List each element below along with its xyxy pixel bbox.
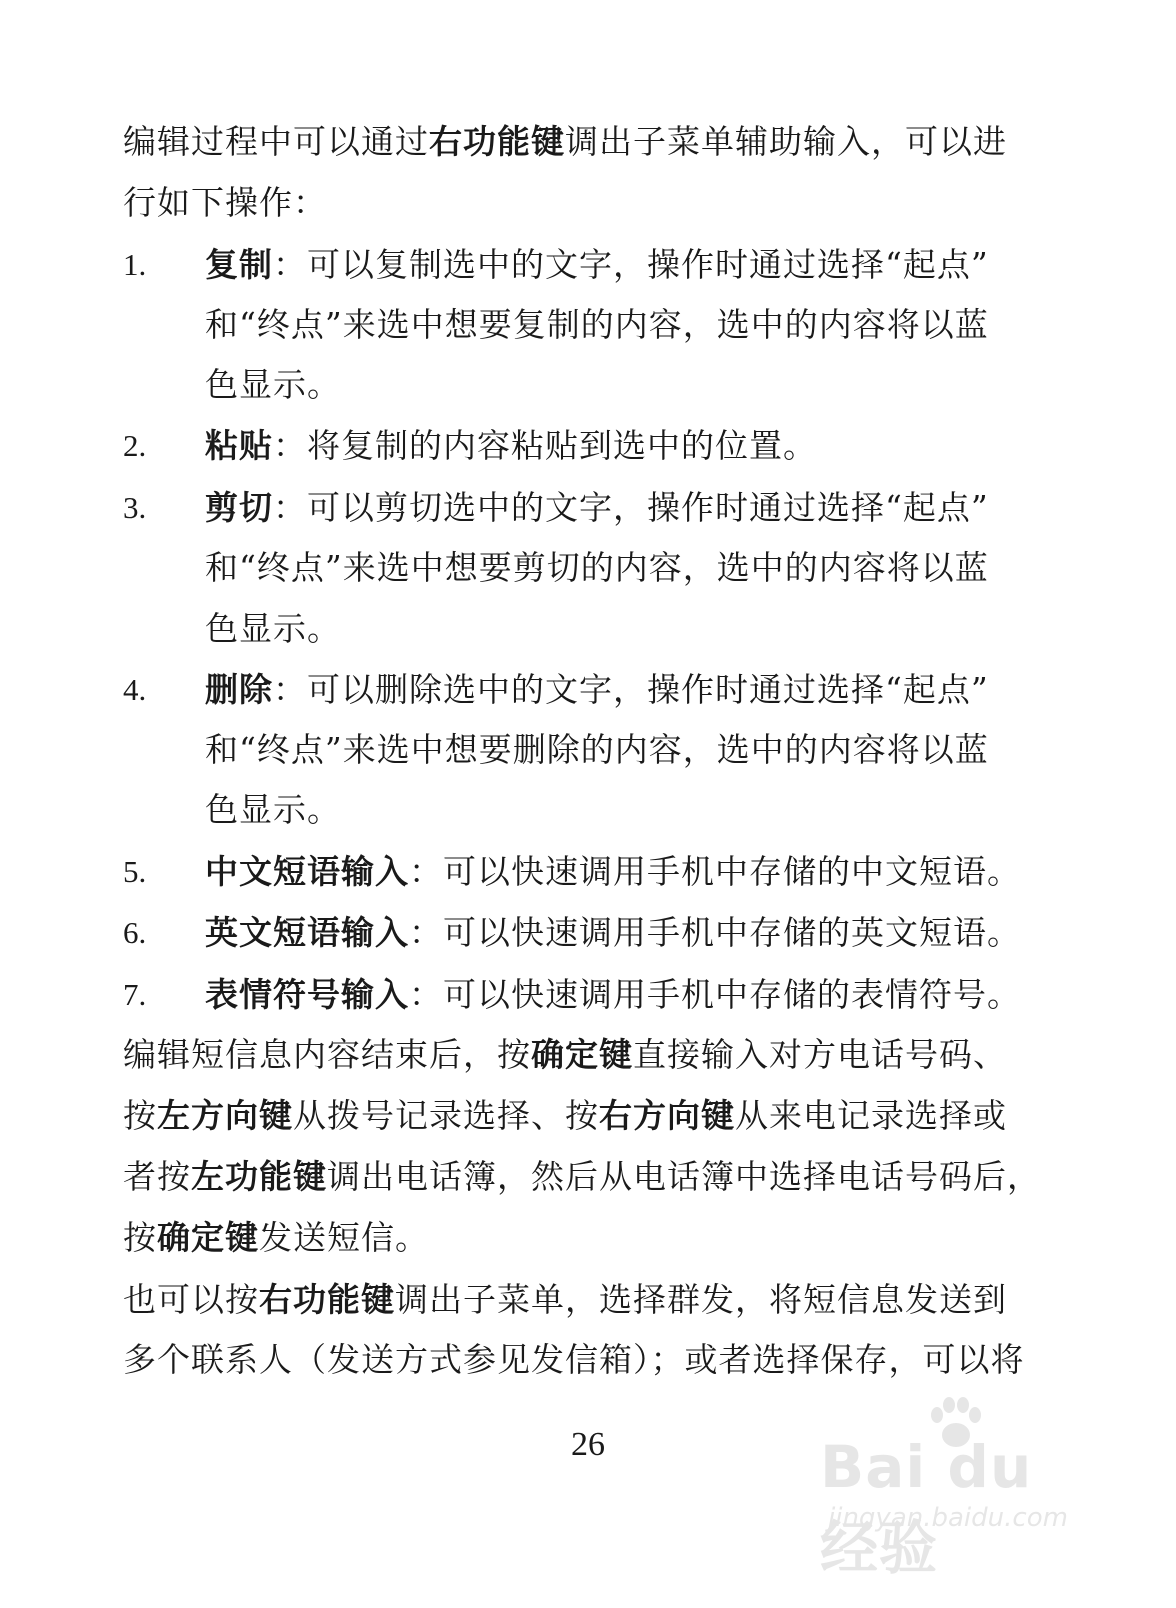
watermark-url: jingyan.baidu.com bbox=[828, 1503, 1068, 1533]
list-number: 1. bbox=[123, 247, 147, 282]
para-text: 从拨号记录选择、按 bbox=[293, 1096, 599, 1135]
list-term: 中文短语输入 bbox=[205, 852, 409, 891]
list-term: 剪切 bbox=[205, 488, 273, 527]
separator: ： bbox=[409, 975, 443, 1014]
para3-line-1 bbox=[123, 1280, 1007, 1320]
para-text: 按 bbox=[123, 1218, 157, 1257]
list-number: 6. bbox=[123, 915, 147, 950]
list-item-6-line bbox=[205, 913, 1021, 953]
list-item-5-line bbox=[205, 852, 1021, 892]
intro-text: 编辑过程中可以通过 bbox=[123, 122, 429, 161]
para-text: 者按 bbox=[123, 1157, 191, 1196]
para-text: 也可以按 bbox=[123, 1280, 259, 1319]
list-number: 7. bbox=[123, 977, 147, 1012]
key-term: 右功能键 bbox=[259, 1280, 395, 1319]
list-item-2-line bbox=[205, 426, 817, 466]
key-term: 左功能键 bbox=[191, 1157, 327, 1196]
para-text: 调出电话簿，然后从电话簿中选择电话号码后， bbox=[327, 1157, 1041, 1196]
separator: ： bbox=[273, 245, 307, 284]
para-text: 发送短信。 bbox=[259, 1218, 429, 1257]
list-item-1-line: 和“终点”来选中想要复制的内容，选中的内容将以蓝 bbox=[205, 305, 989, 344]
para-text: 按 bbox=[123, 1096, 157, 1135]
watermark-logo: Bai du 经验 bbox=[820, 1433, 1033, 1582]
list-item-3-line: 和“终点”来选中想要剪切的内容，选中的内容将以蓝 bbox=[205, 548, 989, 587]
intro-line-1 bbox=[123, 122, 1007, 162]
separator: ： bbox=[273, 670, 307, 709]
list-item-3-line: 色显示。 bbox=[205, 609, 341, 648]
para-text: 从来电记录选择或 bbox=[735, 1096, 1007, 1135]
para3-line-2: 多个联系人（发送方式参见发信箱）；或者选择保存，可以将 bbox=[123, 1340, 1025, 1379]
separator: ： bbox=[273, 426, 307, 465]
key-term: 右方向键 bbox=[599, 1096, 735, 1135]
separator: ： bbox=[409, 852, 443, 891]
separator: ： bbox=[273, 488, 307, 527]
list-number: 4. bbox=[123, 672, 147, 707]
list-number: 2. bbox=[123, 428, 147, 463]
intro-text: 调出子菜单辅助输入，可以进 bbox=[565, 122, 1007, 161]
page-number: 26 bbox=[571, 1426, 605, 1463]
para2-line-3 bbox=[123, 1157, 1041, 1197]
key-term: 左方向键 bbox=[157, 1096, 293, 1135]
list-text: 将复制的内容粘贴到选中的位置。 bbox=[307, 426, 817, 465]
list-item-4-line: 和“终点”来选中想要删除的内容，选中的内容将以蓝 bbox=[205, 730, 989, 769]
baidu-watermark bbox=[820, 1395, 1110, 1582]
list-item-4-line bbox=[205, 670, 989, 710]
list-item-4-line: 色显示。 bbox=[205, 790, 341, 829]
separator: ： bbox=[409, 913, 443, 952]
list-item-1-line: 色显示。 bbox=[205, 365, 341, 404]
list-term: 英文短语输入 bbox=[205, 913, 409, 952]
list-item-7-line bbox=[205, 975, 1021, 1015]
list-term: 复制 bbox=[205, 245, 273, 284]
list-term: 删除 bbox=[205, 670, 273, 709]
list-text: 可以复制选中的文字，操作时通过选择“起点” bbox=[307, 245, 989, 284]
list-term: 表情符号输入 bbox=[205, 975, 409, 1014]
list-text: 可以快速调用手机中存储的表情符号。 bbox=[443, 975, 1021, 1014]
list-text: 可以快速调用手机中存储的中文短语。 bbox=[443, 852, 1021, 891]
key-term: 右功能键 bbox=[429, 122, 565, 161]
list-term: 粘贴 bbox=[205, 426, 273, 465]
para-text: 调出子菜单，选择群发，将短信息发送到 bbox=[395, 1280, 1007, 1319]
list-item-1-line bbox=[205, 245, 989, 285]
key-term: 确定键 bbox=[157, 1218, 259, 1257]
list-number: 3. bbox=[123, 490, 147, 525]
para2-line-4 bbox=[123, 1218, 429, 1258]
para-text: 编辑短信息内容结束后，按 bbox=[123, 1035, 531, 1074]
intro-line-2: 行如下操作： bbox=[123, 183, 327, 222]
list-text: 可以删除选中的文字，操作时通过选择“起点” bbox=[307, 670, 989, 709]
para2-line-1 bbox=[123, 1035, 1007, 1075]
list-text: 可以快速调用手机中存储的英文短语。 bbox=[443, 913, 1021, 952]
para-text: 直接输入对方电话号码、 bbox=[633, 1035, 1007, 1074]
list-item-3-line bbox=[205, 488, 989, 528]
list-number: 5. bbox=[123, 854, 147, 889]
para2-line-2 bbox=[123, 1096, 1007, 1136]
key-term: 确定键 bbox=[531, 1035, 633, 1074]
list-text: 可以剪切选中的文字，操作时通过选择“起点” bbox=[307, 488, 989, 527]
